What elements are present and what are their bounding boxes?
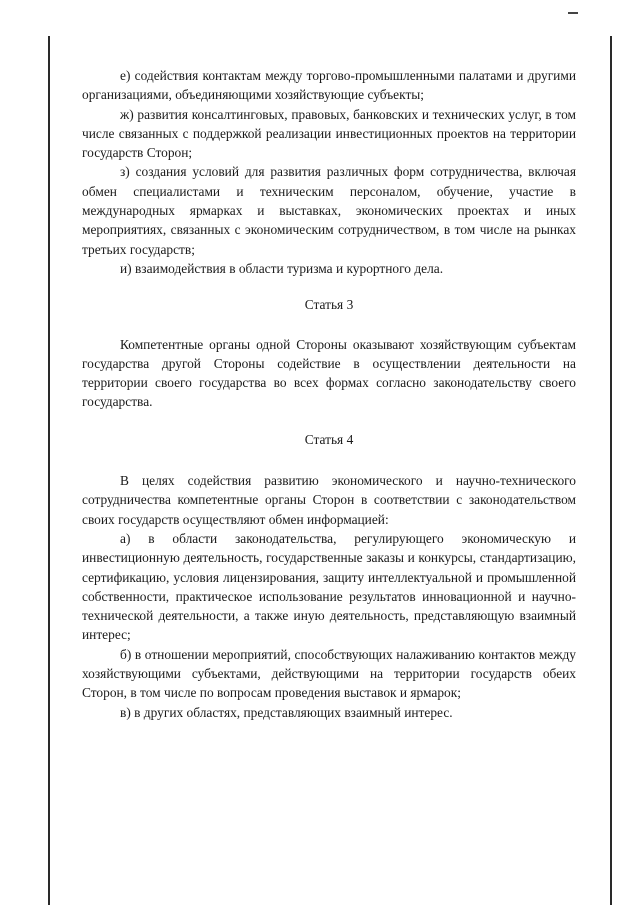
list-item: и) взаимодействия в области туризма и курортного дела. <box>120 260 444 276</box>
list-item: а) в области законодательства, регулирующего экономическую и инвестиционную деятельность, государственные заказы и конкурсы, стандартизацию, сертификацию, условия лицензирования, защиту интеллектуальной и промышленной собственности, практическое использование результатов инновационной и научно-технической деятельности, а также иную деятельность, представляющую взаимный интерес; <box>82 530 576 643</box>
article-4-intro: В целях содействия развитию экономического и научно-технического сотрудничества компетентные органы Сторон в соответствии с законодательством своих государств осуществляют обмен информацией: <box>82 473 576 527</box>
list-item: б) в отношении мероприятий, способствующих налаживанию контактов между хозяйствующими субъектами, действующими на территории государств обеих Сторон, в том числе по вопросам проведения выставок и ярмарок; <box>82 646 576 701</box>
list-item: е) содействия контактам между торгово-промышленными палатами и другими организациями, объединяющими хозяйствующие субъекты; <box>82 68 576 103</box>
page-border-right <box>610 36 612 905</box>
page-border-left <box>48 36 50 905</box>
page-mark <box>568 12 578 14</box>
document-body <box>82 66 576 722</box>
list-item: ж) развития консалтинговых, правовых, банковских и технических услуг, в том числе связанных с поддержкой реализации инвестиционных проектов на территории государств Сторон; <box>82 106 576 161</box>
list-item: з) создания условий для развития различных форм сотрудничества, включая обмен специалистами и техническим персоналом, обучение, участие в международных ярмарках и выставках, экономических проектах и иных мероприятиях, связанных с экономическим сотрудничеством, в том числе на рынках третьих государств; <box>82 164 576 257</box>
article-4-title: Статья 4 <box>304 431 354 447</box>
list-item: в) в других областях, представляющих взаимный интерес. <box>120 704 453 720</box>
article-3-title: Статья 3 <box>304 297 354 313</box>
article-3-text: Компетентные органы одной Стороны оказывают хозяйствующим субъектам государства другой Стороны содействие в осуществлении деятельности на территории своего государства во всех формах согласно законодательству своего государства. <box>82 336 576 410</box>
